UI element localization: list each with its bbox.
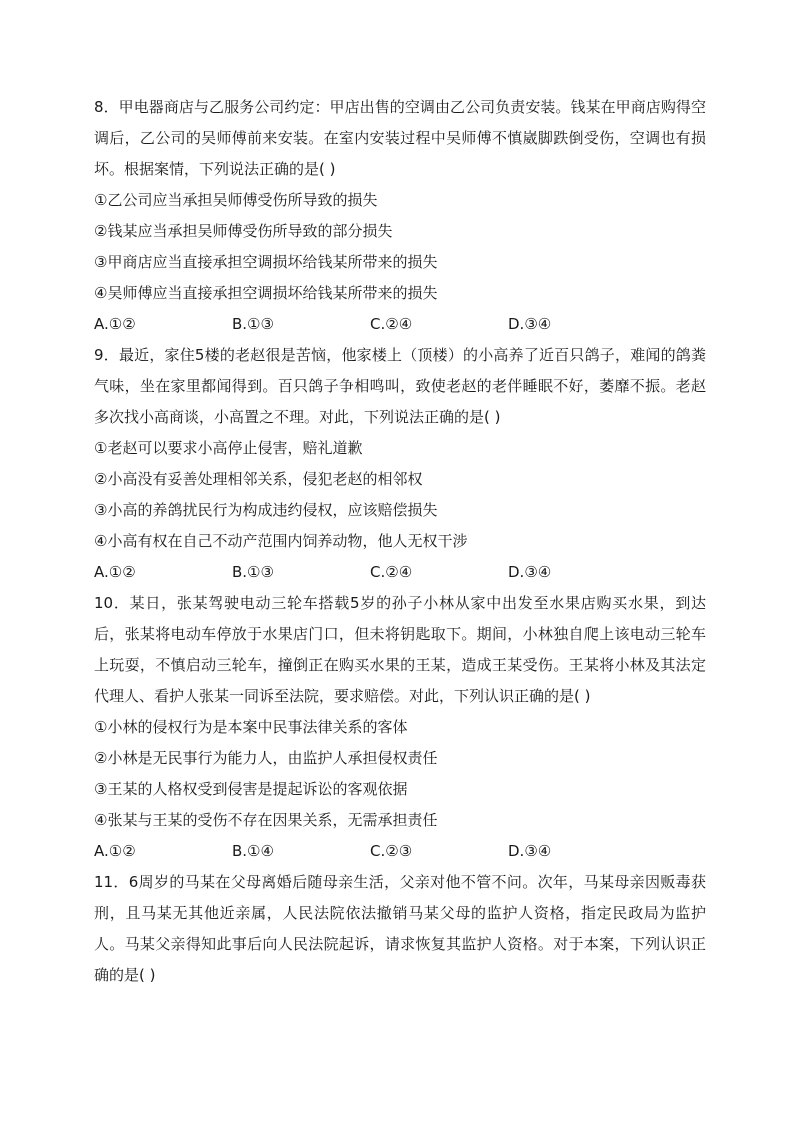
choice-c[interactable]: C.②③ xyxy=(370,842,413,860)
answer-choices xyxy=(94,309,706,340)
choice-d[interactable]: D.③④ xyxy=(508,563,552,581)
question-stem: 8．甲电器商店与乙服务公司约定：甲店出售的空调由乙公司负责安装。钱某在甲商店购得空调后，乙公司的吴师傅前来安装。在室内安装过程中吴师傅不慎崴脚跌倒受伤，空调也有损坏。根据案情，下列说法正确的是( ) xyxy=(94,98,706,178)
answer-choices xyxy=(94,557,706,588)
choice-a[interactable]: A.①② xyxy=(94,563,136,581)
question-11 xyxy=(94,867,706,991)
choice-b[interactable]: B.①③ xyxy=(232,563,274,581)
choice-d[interactable]: D.③④ xyxy=(508,842,552,860)
answer-choices xyxy=(94,836,706,867)
option-4: ④张某与王某的受伤不存在因果关系，无需承担责任 xyxy=(94,811,438,829)
option-1: ①小林的侵权行为是本案中民事法律关系的客体 xyxy=(94,718,408,736)
option-2: ②小林是无民事行为能力人，由监护人承担侵权责任 xyxy=(94,749,438,767)
choice-a[interactable]: A.①② xyxy=(94,315,136,333)
option-4: ④吴师傅应当直接承担空调损坏给钱某所带来的损失 xyxy=(94,284,438,302)
option-2: ②小高没有妥善处理相邻关系，侵犯老赵的相邻权 xyxy=(94,470,423,488)
question-8 xyxy=(94,92,706,340)
question-stem: 10．某日，张某驾驶电动三轮车搭载5岁的孙子小林从家中出发至水果店购买水果，到达后，张某将电动车停放于水果店门口，但未将钥匙取下。期间，小林独自爬上该电动三轮车上玩耍，不慎启动三轮车，撞倒正在购买水果的王某，造成王某受伤。王某将小林及其法定代理人、看护人张某一同诉至法院，要求赔偿。对此，下列认识正确的是( ) xyxy=(94,594,706,705)
choice-c[interactable]: C.②④ xyxy=(370,315,413,333)
question-9 xyxy=(94,340,706,588)
choice-b[interactable]: B.①④ xyxy=(232,842,274,860)
choice-a[interactable]: A.①② xyxy=(94,842,136,860)
option-2: ②钱某应当承担吴师傅受伤所导致的部分损失 xyxy=(94,222,393,240)
option-4: ④小高有权在自己不动产范围内饲养动物，他人无权干涉 xyxy=(94,532,468,550)
choice-b[interactable]: B.①③ xyxy=(232,315,274,333)
question-10 xyxy=(94,588,706,867)
option-1: ①乙公司应当承担吴师傅受伤所导致的损失 xyxy=(94,191,378,209)
question-stem: 9．最近，家住5楼的老赵很是苦恼，他家楼上（顶楼）的小高养了近百只鸽子，难闻的鸽粪气味，坐在家里都闻得到。百只鸽子争相鸣叫，致使老赵的老伴睡眠不好，萎靡不振。老赵多次找小高商谈，小高置之不理。对此，下列说法正确的是( ) xyxy=(94,346,706,426)
option-3: ③甲商店应当直接承担空调损坏给钱某所带来的损失 xyxy=(94,253,438,271)
question-stem: 11．6周岁的马某在父母离婚后随母亲生活，父亲对他不管不问。次年，马某母亲因贩毒获刑，且马某无其他近亲属，人民法院依法撤销马某父母的监护人资格，指定民政局为监护人。马某父亲得知此事后向人民法院起诉，请求恢复其监护人资格。对于本案，下列认识正确的是( ) xyxy=(94,873,706,984)
option-3: ③王某的人格权受到侵害是提起诉讼的客观依据 xyxy=(94,780,408,798)
question-list xyxy=(94,92,706,991)
choice-d[interactable]: D.③④ xyxy=(508,315,552,333)
choice-c[interactable]: C.②④ xyxy=(370,563,413,581)
option-1: ①老赵可以要求小高停止侵害，赔礼道歉 xyxy=(94,439,363,457)
option-3: ③小高的养鸽扰民行为构成违约侵权，应该赔偿损失 xyxy=(94,501,438,519)
